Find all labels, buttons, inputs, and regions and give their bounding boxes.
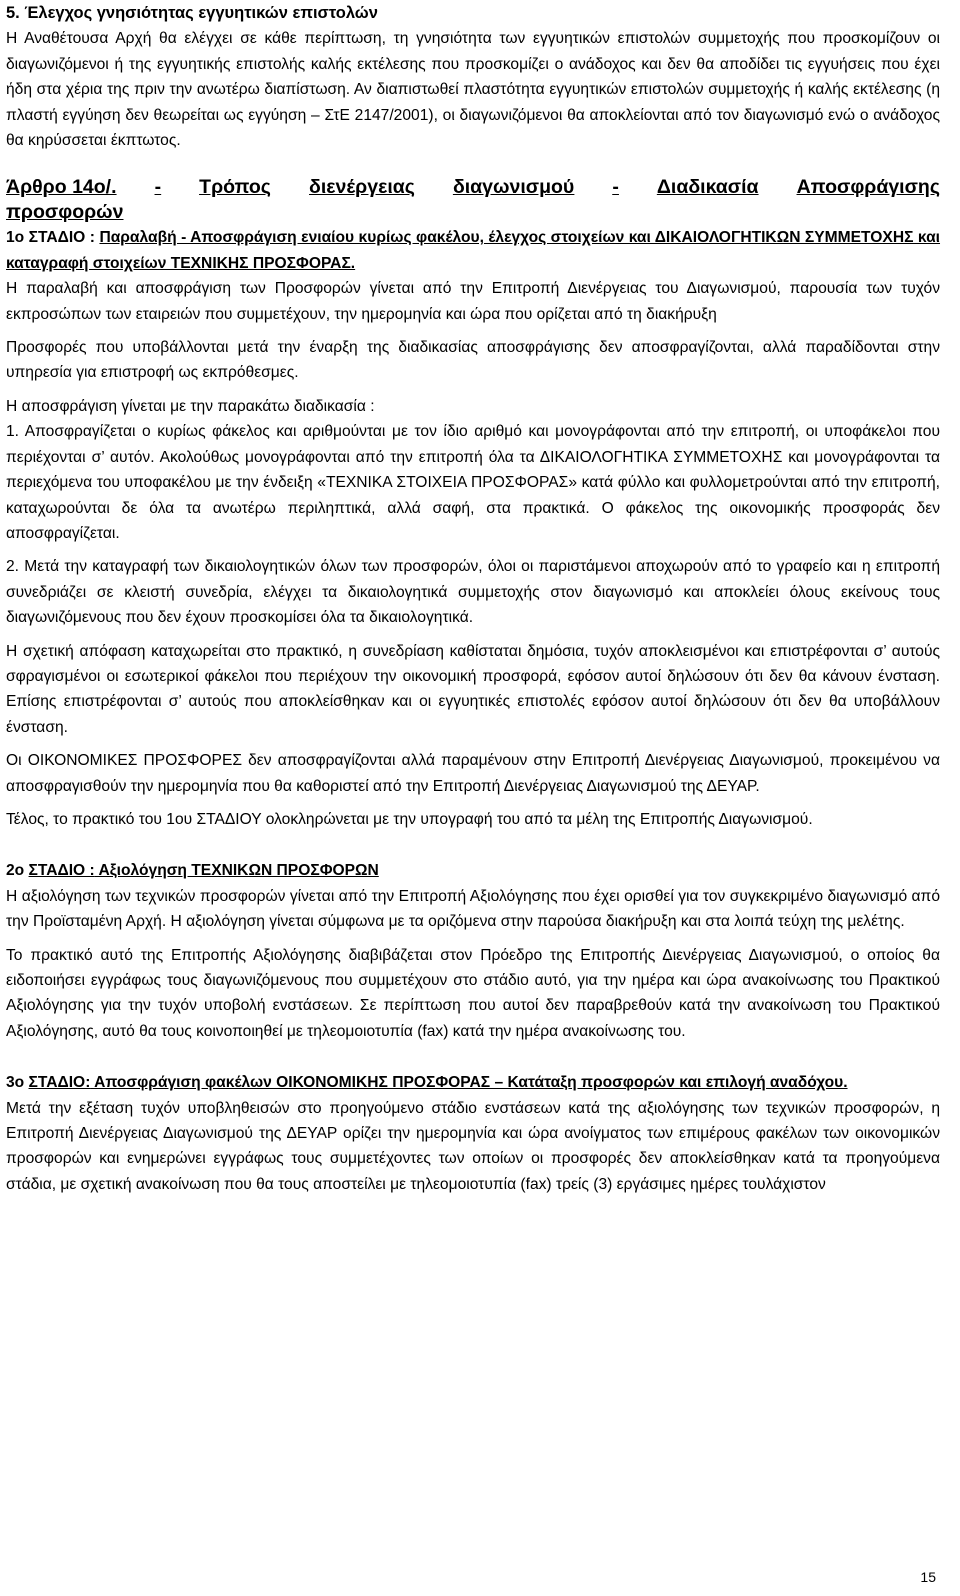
stage-label-underlined: ΣΤΑΔΙΟ : [28,862,95,880]
stage-heading [6,225,940,276]
stage-heading [6,1070,940,1095]
stage-title: Αποσφράγιση φακέλων ΟΙΚΟΝΟΜΙΚΗΣ ΠΡΟΣΦΟΡΑΣ – Κατάταξη προσφορών και επιλογή αναδόχου. [90,1074,848,1092]
paragraph: Η παραλαβή και αποσφράγιση των Προσφορών γίνεται από την Επιτροπή Διενέργειας του Διαγωνισμού, παρουσία των τυχόν εκπροσώπων των εταιρειών που συμμετέχουν, την ημερομηνία και ώρα που ορίζεται από τη διακήρυξη [6,280,940,323]
article-word: Αποσφράγισης [796,176,940,199]
article-heading-line: προσφορών [6,201,124,224]
article-word: - [154,176,162,199]
paragraph: 1. Αποσφραγίζεται ο κυρίως φάκελος και αριθμούνται με τον ίδιο αριθμό και μονογράφονται από την επιτροπή, οι υποφάκελοι που περιέχονται σ’ αυτόν. Ακολούθως μονογράφονται από την επιτροπή όλα τα ΔΙΚΑΙΟΛΟΓΗΤΙΚΑ ΣΥΜΜΕΤΟΧΗΣ και μονογράφονται τα περιεχόμενα του υποφακέλου με την ένδειξη «ΤΕΧΝΙΚΑ ΣΤΟΙΧΕΙΑ ΠΡΟΣΦΟΡΑΣ» κατά φύλλο και φυλλομετρούνται από την επιτροπή, καταχωρούνται δε όλα τα ανωτέρω περιληπτικά, αλλά σαφή, στα πρακτικά. Ο φάκελος της οικονομικής προσφοράς δεν αποσφραγίζεται. [6,423,940,542]
paragraph: Οι ΟΙΚΟΝΟΜΙΚΕΣ ΠΡΟΣΦΟΡΕΣ δεν αποσφραγίζονται αλλά παραμένουν στην Επιτροπή Διενέργειας Διαγωνισμού, προκειμένου να αποσφραγισθούν την ημερομηνία που θα καθοριστεί από την Επιτροπή Διενέργειας Διαγωνισμού της ΔΕΥΑΡ. [6,752,940,795]
article-number: Άρθρο 14ο/. [6,176,117,199]
article-heading [6,175,940,225]
stage-label-underlined: ΣΤΑΔΙΟ: [28,1074,91,1092]
section-heading: 5. Έλεγχος γνησιότητας εγγυητικών επιστολών [6,4,378,22]
paragraph: Τέλος, το πρακτικό του 1ου ΣΤΑΔΙΟΥ ολοκληρώνεται με την υπογραφή του από τα μέλη της Επιτροπής Διαγωνισμού. [6,810,813,828]
stage-label: 2ο [6,862,29,880]
stage-label: 1ο ΣΤΑΔΙΟ : [6,229,100,247]
page-number: 15 [920,1569,936,1585]
paragraph: Η αποσφράγιση γίνεται με την παρακάτω διαδικασία : [6,397,375,415]
paragraph: Η Αναθέτουσα Αρχή θα ελέγχει σε κάθε περίπτωση, τη γνησιότητα των εγγυητικών επιστολών συμμετοχής που προσκομίζουν οι διαγωνιζόμενοι ή της εγγυητικής επιστολής καλής εκτέλεσης που προσκομίζει ο ανάδοχος και δεν θα αποδίδει τις εγγυήσεις που έχει ήδη στα χέρια της πριν την ανωτέρω διαπίστωση. Αν διαπιστωθεί πλαστότητα εγγυητικών επιστολών συμμετοχής ή καλής εκτέλεσης (η πλαστή εγγύηση δεν θεωρείται ως εγγύηση – ΣτΕ 2147/2001), οι διαγωνιζόμενοι θα αποκλείονται από τον διαγωνισμό ενώ ο ανάδοχος θα κηρύσσεται έκπτωτος. [6,30,940,150]
paragraph: Προσφορές που υποβάλλονται μετά την έναρξη της διαδικασίας αποσφράγισης δεν αποσφραγίζονται, αλλά παραδίδονται στην υπηρεσία για επιστροφή ως εκπρόθεσμες. [6,339,940,382]
stage-label: 3ο [6,1074,29,1092]
document-page [6,0,940,1197]
paragraph: 2. Μετά την καταγραφή των δικαιολογητικών όλων των προσφορών, όλοι οι παριστάμενοι αποχωρούν από το γραφείο και η επιτροπή συνεδριάζει σε κλειστή συνεδρία, ελέγχει τα δικαιολογητικά συμμετοχής στον διαγωνισμό και αποκλείει όλους εκείνους τους διαγωνιζόμενους που δεν έχουν προσκομίσει όλα τα δικαιολογητικά. [6,558,940,627]
paragraph: Μετά την εξέταση τυχόν υποβληθεισών στο προηγούμενο στάδιο ενστάσεων κατά της αξιολόγησης των τεχνικών προσφορών, η Επιτροπή Διενέργειας Διαγωνισμού της ΔΕΥΑΡ ορίζει την ημερομηνία και ώρα ανοίγματος των επιμέρους φακέλων των οικονομικών προσφορών και ενημερώνει εγγράφως τους συμμετέχοντες των οποίων οι προσφορές δεν αποκλείσθηκαν κατά τα προηγούμενα στάδια, με σχετική ανακοίνωση που θα τους αποστείλει με τηλεομοιοτυπία (fax) τρείς (3) εργάσιμες ημέρες τουλάχιστον [6,1099,940,1193]
article-word: - [612,176,619,199]
article-word: Διαδικασία [656,176,759,199]
article-heading-line [6,175,940,200]
article-word: Τρόπος [199,176,271,199]
stage-heading [6,858,940,883]
article-word: διενέργειας [309,176,415,199]
stage-title: Παραλαβή - Αποσφράγιση ενιαίου κυρίως φακέλου, έλεγχος στοιχείων και ΔΙΚΑΙΟΛΟΓΗΤΙΚΩΝ ΣΥΜΜΕΤΟΧΗΣ και καταγραφή στοιχείων ΤΕΧΝΙΚΗΣ ΠΡΟΣΦΟΡΑΣ. [6,229,941,272]
paragraph: Η αξιολόγηση των τεχνικών προσφορών γίνεται από την Επιτροπή Αξιολόγησης που έχει ορισθεί για τον συγκεκριμένο διαγωνισμό από την Προϊσταμένη Αρχή. Η αξιολόγηση γίνεται σύμφωνα με τα οριζόμενα στην παρούσα διακήρυξη και στα λοιπά τεύχη της μελέτης. [6,887,940,931]
article-word: διαγωνισμού [452,176,575,199]
paragraph: Η σχετική απόφαση καταχωρείται στο πρακτικό, η συνεδρίαση καθίσταται δημόσια, τυχόν αποκλεισμένοι και επιστρέφονται σ’ αυτούς σφραγισμένοι οι εσωτερικοί φάκελοι που περιέχουν την οικονομική προσφορά, εφόσον αυτοί δηλώσουν ότι δεν θα κάνουν ένσταση. Επίσης επιστρέφονται σ’ αυτούς που αποκλείσθηκαν και οι εγγυητικές επιστολές εφόσον αυτοί δηλώσουν ότι δεν θα υποβάλλουν ένσταση. [6,642,940,736]
stage-title: Αξιολόγηση ΤΕΧΝΙΚΩΝ ΠΡΟΣΦΟΡΩΝ [94,862,379,880]
paragraph: Το πρακτικό αυτό της Επιτροπής Αξιολόγησης διαβιβάζεται στον Πρόεδρο της Επιτροπής Διενέργειας Διαγωνισμού, ο οποίος θα ειδοποιήσει εγγράφως τους διαγωνιζόμενους που συμμετέχουν στο στάδιο αυτό, για την ημέρα και ώρα ανακοίνωσης του Πρακτικού Αξιολόγησης για την τυχόν υποβολή ενστάσεων. Σε περίπτωση που αυτοί δεν παραβρεθούν κατά την ανακοίνωση του Πρακτικού Αξιολόγησης, αυτό θα τους κοινοποιηθεί με τηλεομοιοτυπία (fax) κατά την ημέρα ανακοίνωσης του. [6,946,940,1040]
